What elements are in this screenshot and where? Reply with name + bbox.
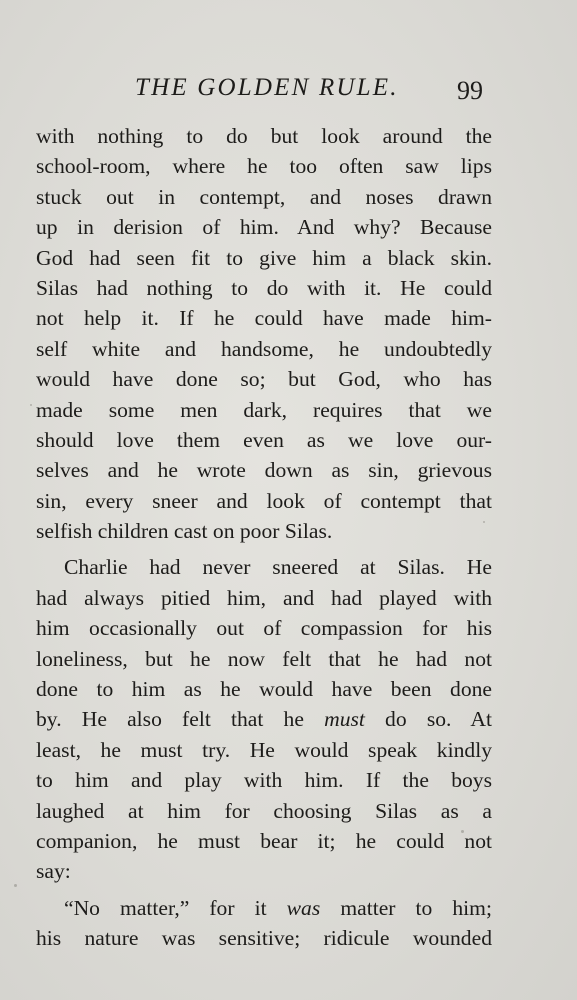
text-line: with nothing to do but look around the [36, 124, 492, 148]
running-title: THE GOLDEN RULE. [135, 74, 399, 101]
paragraph [36, 893, 492, 954]
text-line: done to him as he would have been done [36, 677, 492, 702]
text-line: “No matter,” for it was matter to him; [64, 895, 492, 920]
paper-speck [14, 884, 17, 887]
text-line: companion, he must bear it; he could not [36, 828, 492, 853]
text-line: loneliness, but he now felt that he had not [36, 646, 492, 671]
text-line: Charlie had never sneered at Silas. He [64, 555, 492, 580]
text-line: had always pitied him, and had played with [36, 585, 492, 610]
text-line: made some men dark, requires that we [36, 397, 492, 422]
text-line: Silas had nothing to do with it. He could [36, 275, 492, 300]
text-line: would have done so; but God, who has [36, 367, 492, 392]
text-line: sin, every sneer and look of contempt that [36, 488, 492, 513]
text-line: to him and play with him. If the boys [36, 768, 492, 793]
text-line: laughed at him for choosing Silas as a [36, 798, 492, 823]
paragraph [36, 552, 492, 886]
running-head [0, 72, 577, 108]
body-text [36, 121, 492, 954]
text-line: should love them even as we love our- [36, 427, 492, 452]
text-line: his nature was sensitive; ridicule wounded [36, 926, 492, 951]
text-line: school-room, where he too often saw lips [36, 154, 492, 179]
italic-word: must [324, 707, 365, 732]
text-line: stuck out in contempt, and noses drawn [36, 184, 492, 209]
italic-word: was [286, 895, 321, 920]
text-line: him occasionally out of compassion for his [36, 616, 492, 641]
text-line: God had seen fit to give him a black skin. [36, 245, 492, 270]
text-line: not help it. If he could have made him- [36, 306, 492, 331]
text-line: self white and handsome, he undoubtedly [36, 336, 492, 361]
text-line: up in derision of him. And why? Because [36, 215, 492, 240]
paragraph [36, 121, 492, 546]
text-line: say: [36, 859, 71, 884]
text-line: selves and he wrote down as sin, grievous [36, 458, 492, 483]
text-line: by. He also felt that he must do so. At [36, 707, 492, 732]
paper-speck [30, 404, 32, 406]
text-line: selfish children cast on poor Silas. [36, 519, 333, 544]
page-number: 99 [457, 76, 483, 105]
text-line: least, he must try. He would speak kindly [36, 737, 492, 762]
